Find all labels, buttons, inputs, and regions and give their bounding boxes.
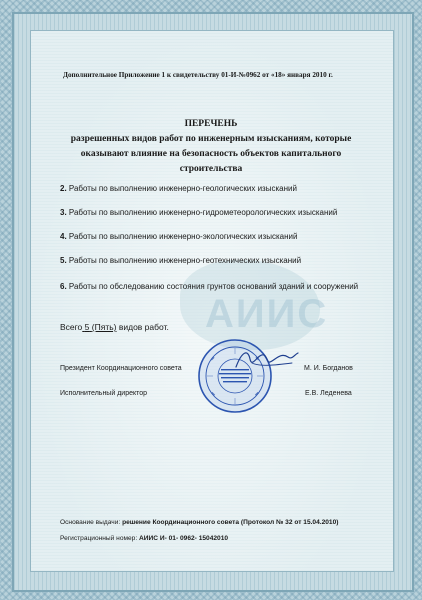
signatory-role: Исполнительный директор xyxy=(60,390,148,397)
total-words: (Пять) xyxy=(91,322,117,332)
work-item xyxy=(60,208,365,217)
work-item xyxy=(60,276,365,297)
signatory-name: М. И. Богданов xyxy=(304,365,353,372)
total-suffix: видов работ. xyxy=(118,322,169,332)
title-line-2: разрешенных видов работ по инженерным изысканиям, которые xyxy=(70,134,352,144)
header-line: Дополнительное Приложение 1 к свидетельству 01-И-№0962 от «18» января 2010 г. xyxy=(63,71,333,79)
item-number: 3. xyxy=(60,208,67,217)
issue-basis xyxy=(60,519,338,526)
item-text: Работы по выполнению инженерно-гидрометеорологических изысканий xyxy=(68,208,338,217)
watermark-text: АИИС xyxy=(205,292,329,336)
item-text: Работы по выполнению инженерно-геотехнических изысканий xyxy=(68,256,302,265)
total-count xyxy=(60,322,169,332)
item-number: 6. xyxy=(60,282,67,291)
title-line-3: оказывают влияние на безопасность объектов капитального xyxy=(80,149,342,159)
signatory-name: Е.В. Леденева xyxy=(305,390,352,397)
item-number: 5. xyxy=(60,256,67,265)
item-number: 4. xyxy=(60,232,67,241)
total-prefix: Всего xyxy=(60,322,83,332)
total-number: 5 xyxy=(84,322,90,332)
basis-label: Основание выдачи: xyxy=(60,519,121,526)
item-text: Работы по выполнению инженерно-экологических изысканий xyxy=(68,232,298,241)
registration-value: АИИС И- 01- 0962- 15042010 xyxy=(139,535,229,542)
registration-number xyxy=(60,535,228,542)
item-number: 2. xyxy=(60,184,67,193)
title-heading: ПЕРЕЧЕНЬ xyxy=(184,119,238,129)
registration-label: Регистрационный номер: xyxy=(60,535,138,542)
document-title xyxy=(60,117,362,177)
handwritten-signature xyxy=(232,345,302,375)
item-text: Работы по выполнению инженерно-геологических изысканий xyxy=(68,184,297,193)
signatory-role: Президент Координационного совета xyxy=(60,365,182,372)
work-item xyxy=(60,184,365,193)
basis-value: решение Координационного совета (Протокол № 32 от 15.04.2010) xyxy=(122,519,339,526)
title-line-4: строительства xyxy=(179,164,243,174)
work-item xyxy=(60,256,365,265)
item-text: Работы по обследованию состояния грунтов оснований зданий и сооружений xyxy=(68,282,359,291)
work-item xyxy=(60,232,365,241)
